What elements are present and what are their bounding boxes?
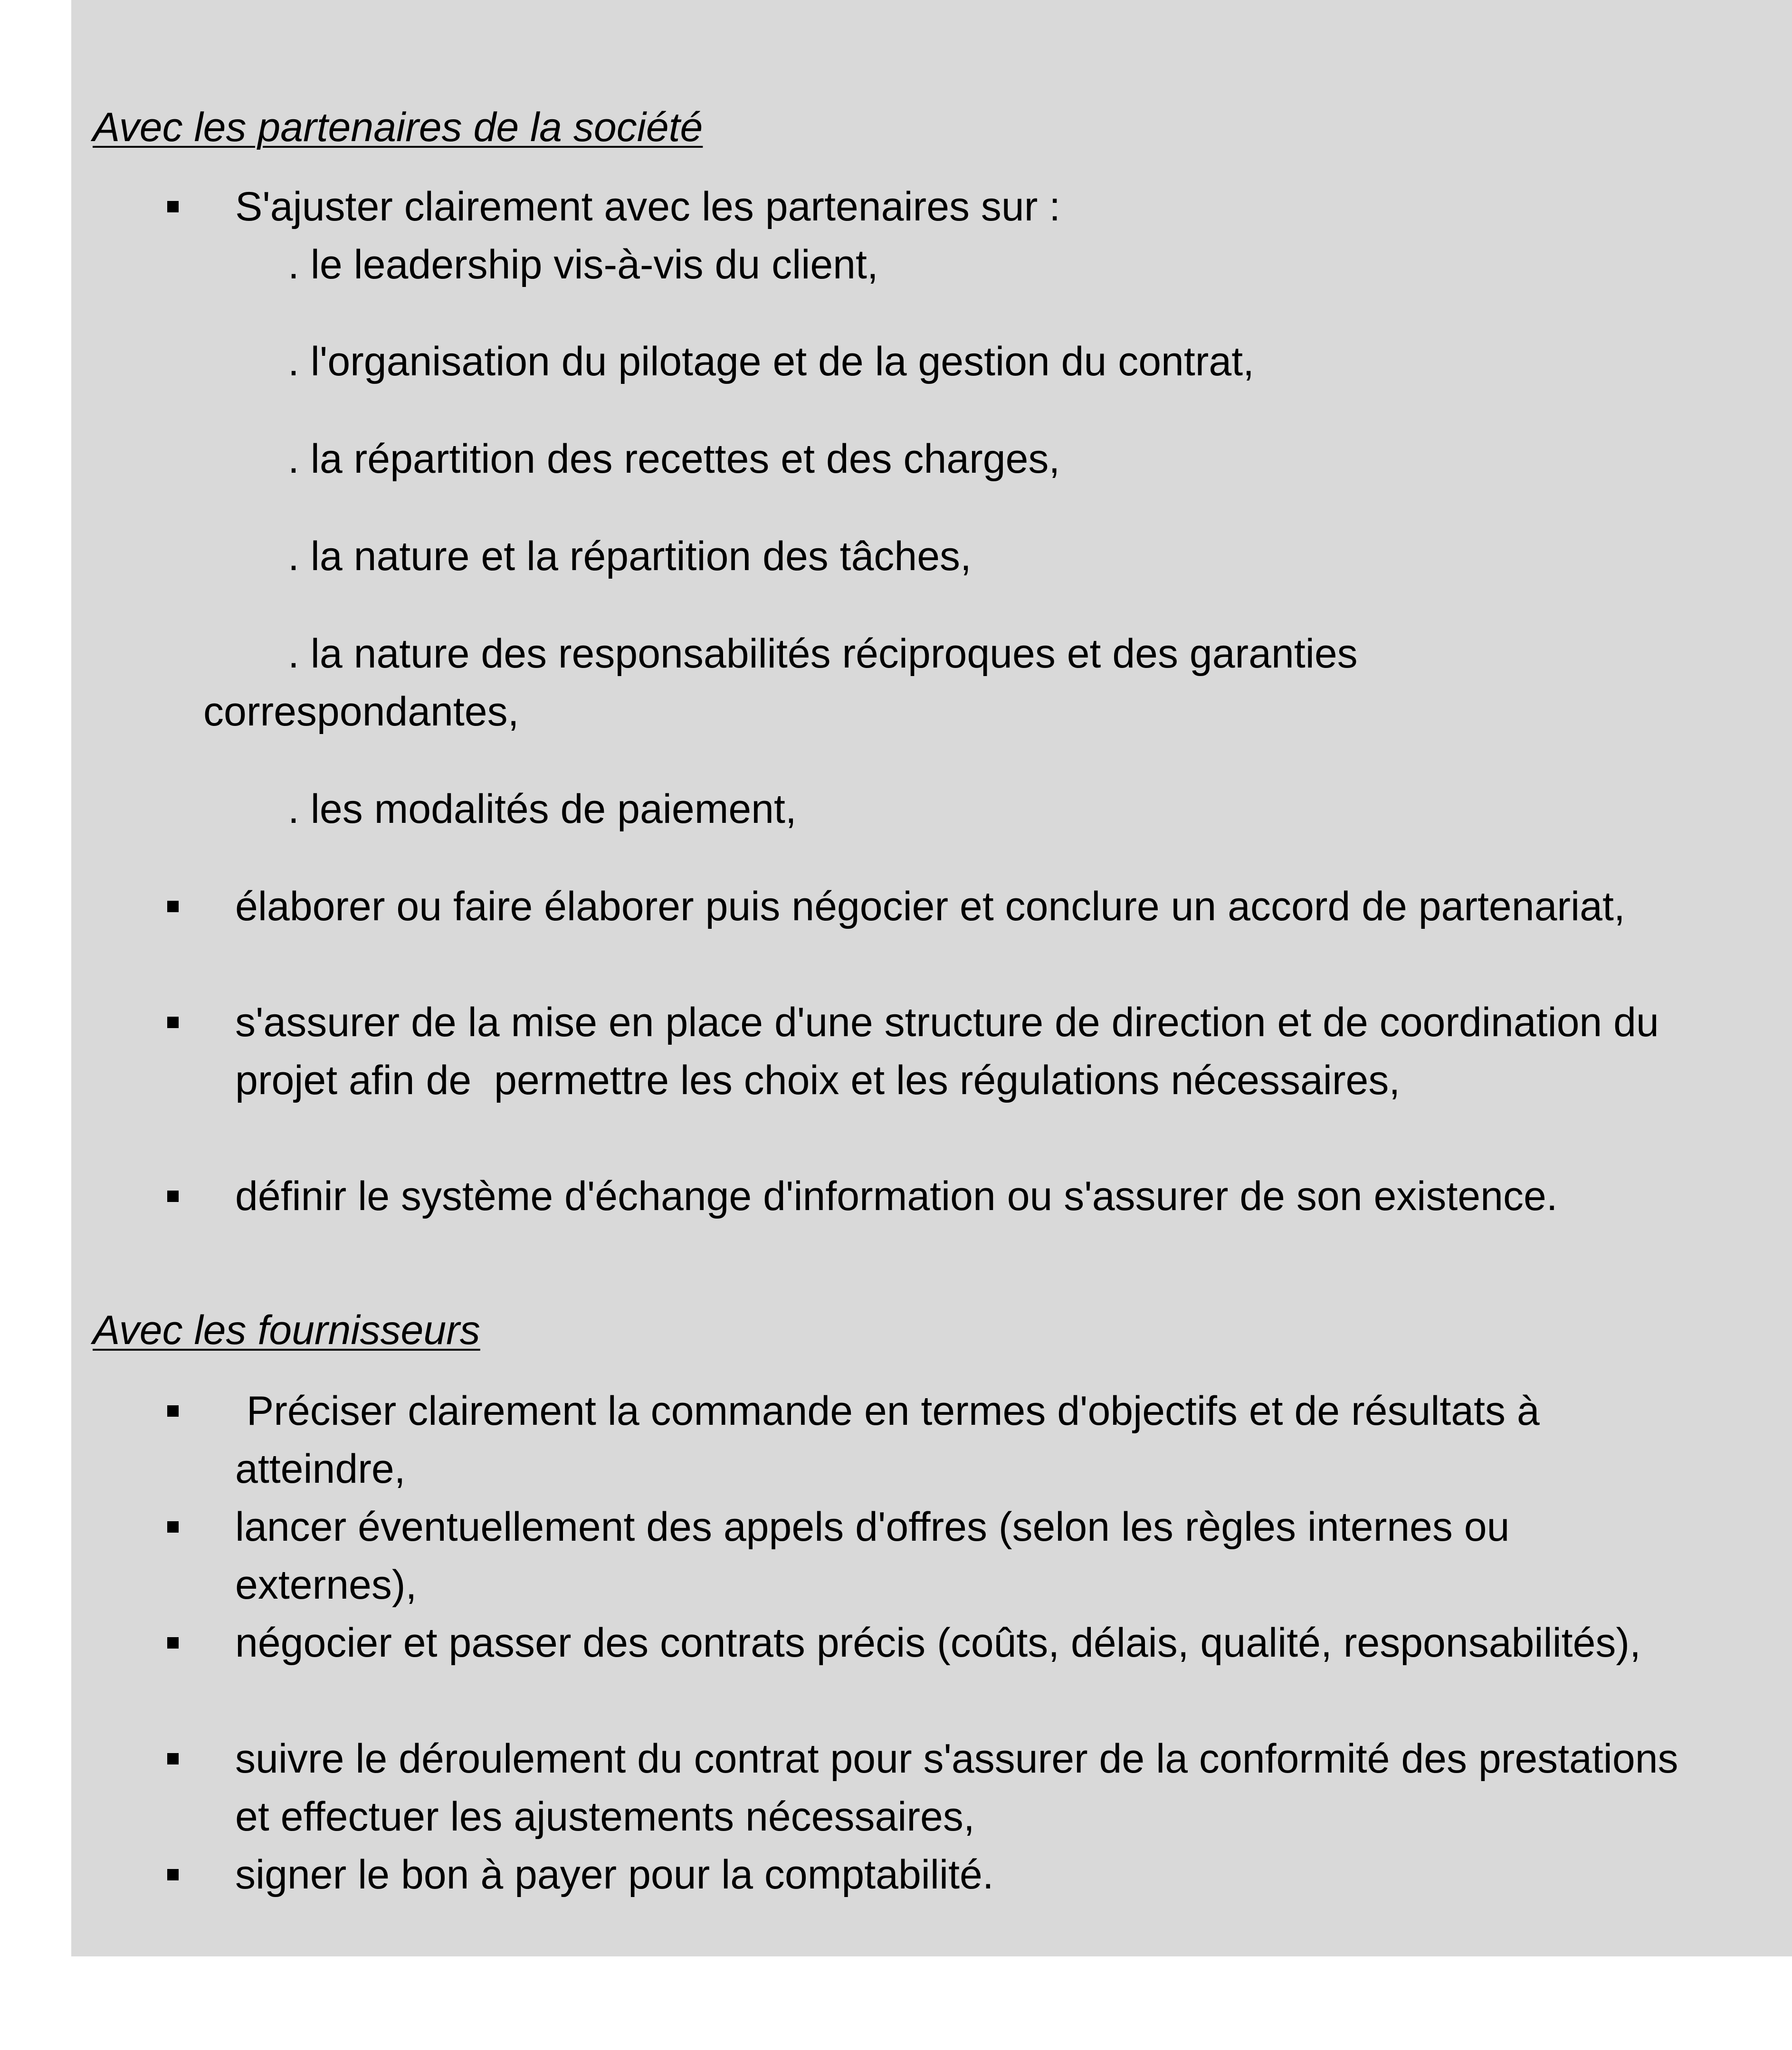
sub-item: . l'organisation du pilotage et de la gestion du contrat,: [288, 339, 1255, 384]
list-item: négocier et passer des contrats précis (coûts, délais, qualité, responsabilités),: [235, 1620, 1641, 1666]
list-item: suivre le déroulement du contrat pour s'assurer de la conformité des prestations et effectuer les ajustements nécessaires,: [235, 1736, 1690, 1840]
list-item: signer le bon à payer pour la comptabilité.: [235, 1852, 994, 1897]
sub-item: . la nature et la répartition des tâches,: [288, 534, 972, 579]
sub-item: . la nature des responsabilités réciproques et des garanties: [288, 631, 1358, 677]
list-item: s'assurer de la mise en place d'une structure de direction et de coordination du projet afin de permettre les choix et les régulations nécessaires,: [235, 1000, 1670, 1103]
bullet-icon: [167, 1521, 179, 1533]
sub-item: . le leadership vis-à-vis du client,: [288, 242, 878, 287]
list-item-intro: S'ajuster clairement avec les partenaires sur :: [235, 184, 1061, 229]
section-heading-partenaires: Avec les partenaires de la société: [93, 105, 703, 150]
list-item: Préciser clairement la commande en termes d'objectifs et de résultats à atteindre,: [235, 1388, 1551, 1492]
section-heading-fournisseurs: Avec les fournisseurs: [93, 1307, 480, 1353]
list-item: élaborer ou faire élaborer puis négocier et conclure un accord de partenariat,: [235, 884, 1625, 929]
bullet-icon: [167, 1753, 179, 1764]
bullet-icon: [167, 1191, 179, 1202]
bullet-icon: [167, 1405, 179, 1417]
bullet-icon: [167, 901, 179, 912]
bullet-icon: [167, 201, 179, 212]
list-item: définir le système d'échange d'information ou s'assurer de son existence.: [235, 1173, 1558, 1219]
bullet-icon: [167, 1637, 179, 1649]
list-item: lancer éventuellement des appels d'offres (selon les règles internes ou externes),: [235, 1504, 1521, 1608]
sub-item: . les modalités de paiement,: [288, 786, 797, 832]
sub-item-continuation: correspondantes,: [203, 689, 519, 734]
bullet-icon: [167, 1017, 179, 1028]
sub-item: . la répartition des recettes et des charges,: [288, 436, 1060, 482]
bullet-icon: [167, 1869, 179, 1880]
